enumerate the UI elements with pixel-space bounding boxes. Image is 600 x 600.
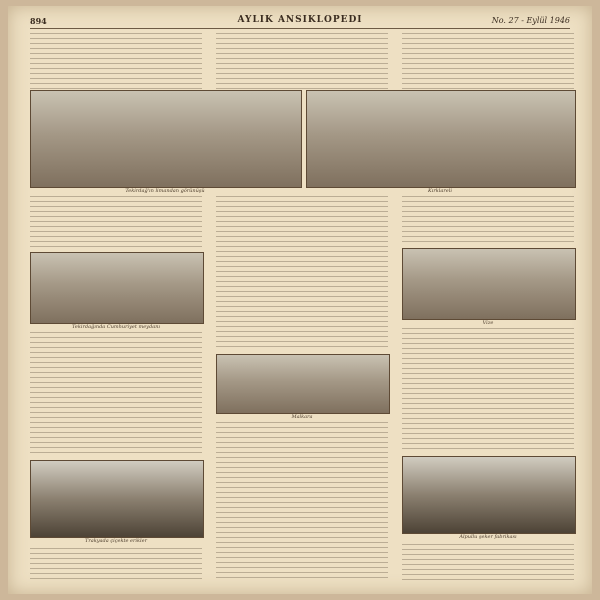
- text-column-top-right: [402, 33, 574, 93]
- alpullu-sugar-factory-photo: [402, 456, 576, 534]
- caption-cumhuriyet-square: Tekirdağında Cumhuriyet meydanı: [71, 324, 161, 330]
- caption-kirklareli: Kırklareli: [428, 188, 452, 194]
- caption-vize: Vize: [482, 320, 494, 326]
- text-column-bottom-center: [216, 422, 388, 578]
- issue-info: No. 27 - Eylül 1946: [491, 16, 570, 25]
- text-column-mid-right-a: [402, 196, 574, 244]
- caption-plum-blossom: Trakyada çiçekte erikler: [85, 538, 147, 544]
- vize-photo: [402, 248, 576, 320]
- text-column-bottom-right: [402, 544, 574, 580]
- cumhuriyet-square-photo: [30, 252, 204, 324]
- text-column-mid-left-a: [30, 196, 202, 250]
- text-column-mid-center: [216, 196, 388, 348]
- text-column-top-left: [30, 33, 202, 89]
- text-column-mid-left-b: [30, 332, 202, 456]
- text-column-top-center: [216, 33, 388, 89]
- caption-alpullu-sugar-factory: Alpullu şeker fabrikası: [459, 534, 517, 540]
- text-column-bottom-left: [30, 548, 202, 580]
- kirklareli-photo: [306, 90, 576, 188]
- plum-blossom-photo: [30, 460, 204, 538]
- malkara-photo: [216, 354, 390, 414]
- caption-tekirdag-harbor: Tekirdağ'ın limandan görünüşü: [125, 188, 205, 194]
- magazine-page: [8, 6, 592, 594]
- text-column-mid-right-b: [402, 328, 574, 452]
- tekirdag-harbor-photo: [30, 90, 302, 188]
- caption-malkara: Malkara: [291, 414, 313, 420]
- page-number: 894: [30, 16, 47, 26]
- magazine-title: AYLIK ANSIKLOPEDI: [237, 15, 363, 25]
- page-header: [30, 14, 570, 29]
